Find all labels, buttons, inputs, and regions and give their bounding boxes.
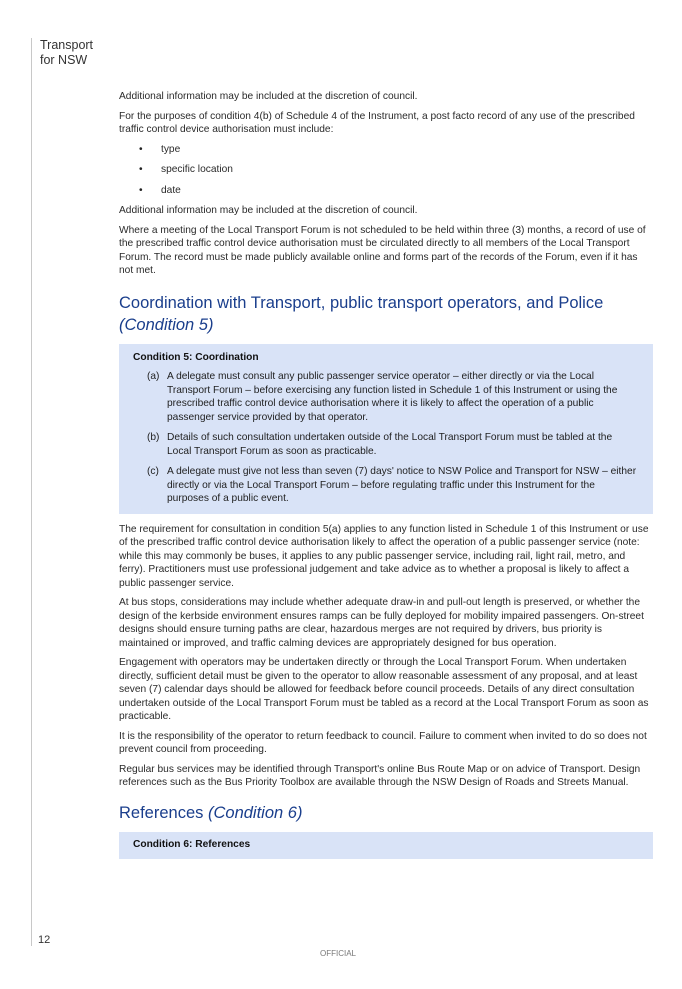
brand-line-2: for NSW: [40, 53, 88, 67]
footer-classification: OFFICIAL: [320, 949, 357, 958]
condition-item: [133, 431, 639, 458]
heading-text: Coordination with Transport, public transport operators, and Police: [119, 293, 604, 312]
item-text: A delegate must consult any public passenger service operator – either directly or via the Local Transport Forum – before exercising any function listed in Schedule 1 of this Instrument or using the prescribed traffic control device authorisation where it is likely to affect the operation of a public passenger service provided by that operator.: [167, 371, 618, 423]
page-number: 12: [38, 934, 51, 946]
paragraph: At bus stops, considerations may include whether adequate draw-in and pull-out length is preserved, or whether the design of the kerbside environment ensures ramps can be fully deployed for mobility impaired passengers. On-street designs should ensure turning paths are clear, hazardous merges are not required by drivers, bus priority is maintained or improved, and traffic calming devices are appropriately designed for bus operation.: [119, 597, 644, 649]
item-label: (c): [147, 466, 159, 477]
heading-italic: (Condition 6): [207, 803, 303, 822]
condition-5-box: [119, 344, 653, 514]
bullet-item: • type: [119, 143, 653, 157]
brand-logo-text: [40, 38, 93, 68]
brand-line-1: Transport: [40, 38, 94, 52]
paragraph: It is the responsibility of the operator to return feedback to council. Failure to comment when invited to do so does not prevent council from proceeding.: [119, 730, 647, 755]
bullet-item: • specific location: [119, 163, 653, 177]
condition-item: [133, 465, 639, 506]
heading-italic: (Condition 5): [119, 315, 214, 334]
condition-box-title: Condition 5: Coordination: [133, 351, 259, 363]
section-heading-condition-5: [119, 292, 653, 336]
paragraph: Additional information may be included at the discretion of council.: [119, 91, 418, 102]
paragraph: Where a meeting of the Local Transport Forum is not scheduled to be held within three (3) months, a record of use of the prescribed traffic control device authorisation must be circulated directly to all members of the Local Transport Forum. The record must be made publicly available online and forms part of the records of the Forum, even if it has not met.: [119, 224, 646, 276]
heading-text: References: [119, 803, 204, 822]
paragraph: Engagement with operators may be undertaken directly or through the Local Transport Forum. When undertaken directly, sufficient detail must be given to the operator to allow reasonable assessment of any proposal, and at least seven (7) calendar days should be allowed for feedback before council proceeds. Details of any direct consultation undertaken outside of the Local Transport Forum must be tabled as a record at the Local Transport Forum as soon as practicable.: [119, 657, 649, 722]
item-text: A delegate must give not less than seven (7) days' notice to NSW Police and Transport for NSW – either directly or via the Local Transport Forum – before regulating traffic under this Instrument for the purposes of a public event.: [167, 466, 637, 504]
condition-item: [133, 370, 639, 424]
document-body: [119, 90, 653, 859]
paragraph: For the purposes of condition 4(b) of Schedule 4 of the Instrument, a post facto record of any use of the prescribed traffic control device authorisation must include:: [119, 110, 635, 135]
item-label: (b): [147, 432, 160, 443]
item-label: (a): [147, 371, 160, 382]
paragraph: Regular bus services may be identified through Transport's online Bus Route Map or on advice of Transport. Design references such as the Bus Priority Toolbox are available through the NSW Design of Roads and Streets Manual.: [119, 763, 641, 788]
item-text: Details of such consultation undertaken outside of the Local Transport Forum must be tabled at the Local Transport Forum as soon as practicable.: [167, 432, 613, 457]
paragraph: The requirement for consultation in condition 5(a) applies to any function listed in Schedule 1 of this Instrument or use of the prescribed traffic control device authorisation likely to affect the operation of a public passenger service (note: while this may commonly be buses, it applies to any public passenger service, including rail, light rail, metro, and ferry). Practitioners must use professional judgement and take advice as to whether a proposal is likely to affect a public passenger service.: [119, 523, 649, 589]
bullet-item: • date: [119, 184, 653, 198]
condition-6-box: Condition 6: References: [119, 832, 653, 860]
margin-rule: [31, 38, 32, 946]
bullet-list: [119, 143, 653, 198]
section-heading-condition-6: [119, 802, 653, 824]
paragraph: Additional information may be included at the discretion of council.: [119, 205, 418, 216]
